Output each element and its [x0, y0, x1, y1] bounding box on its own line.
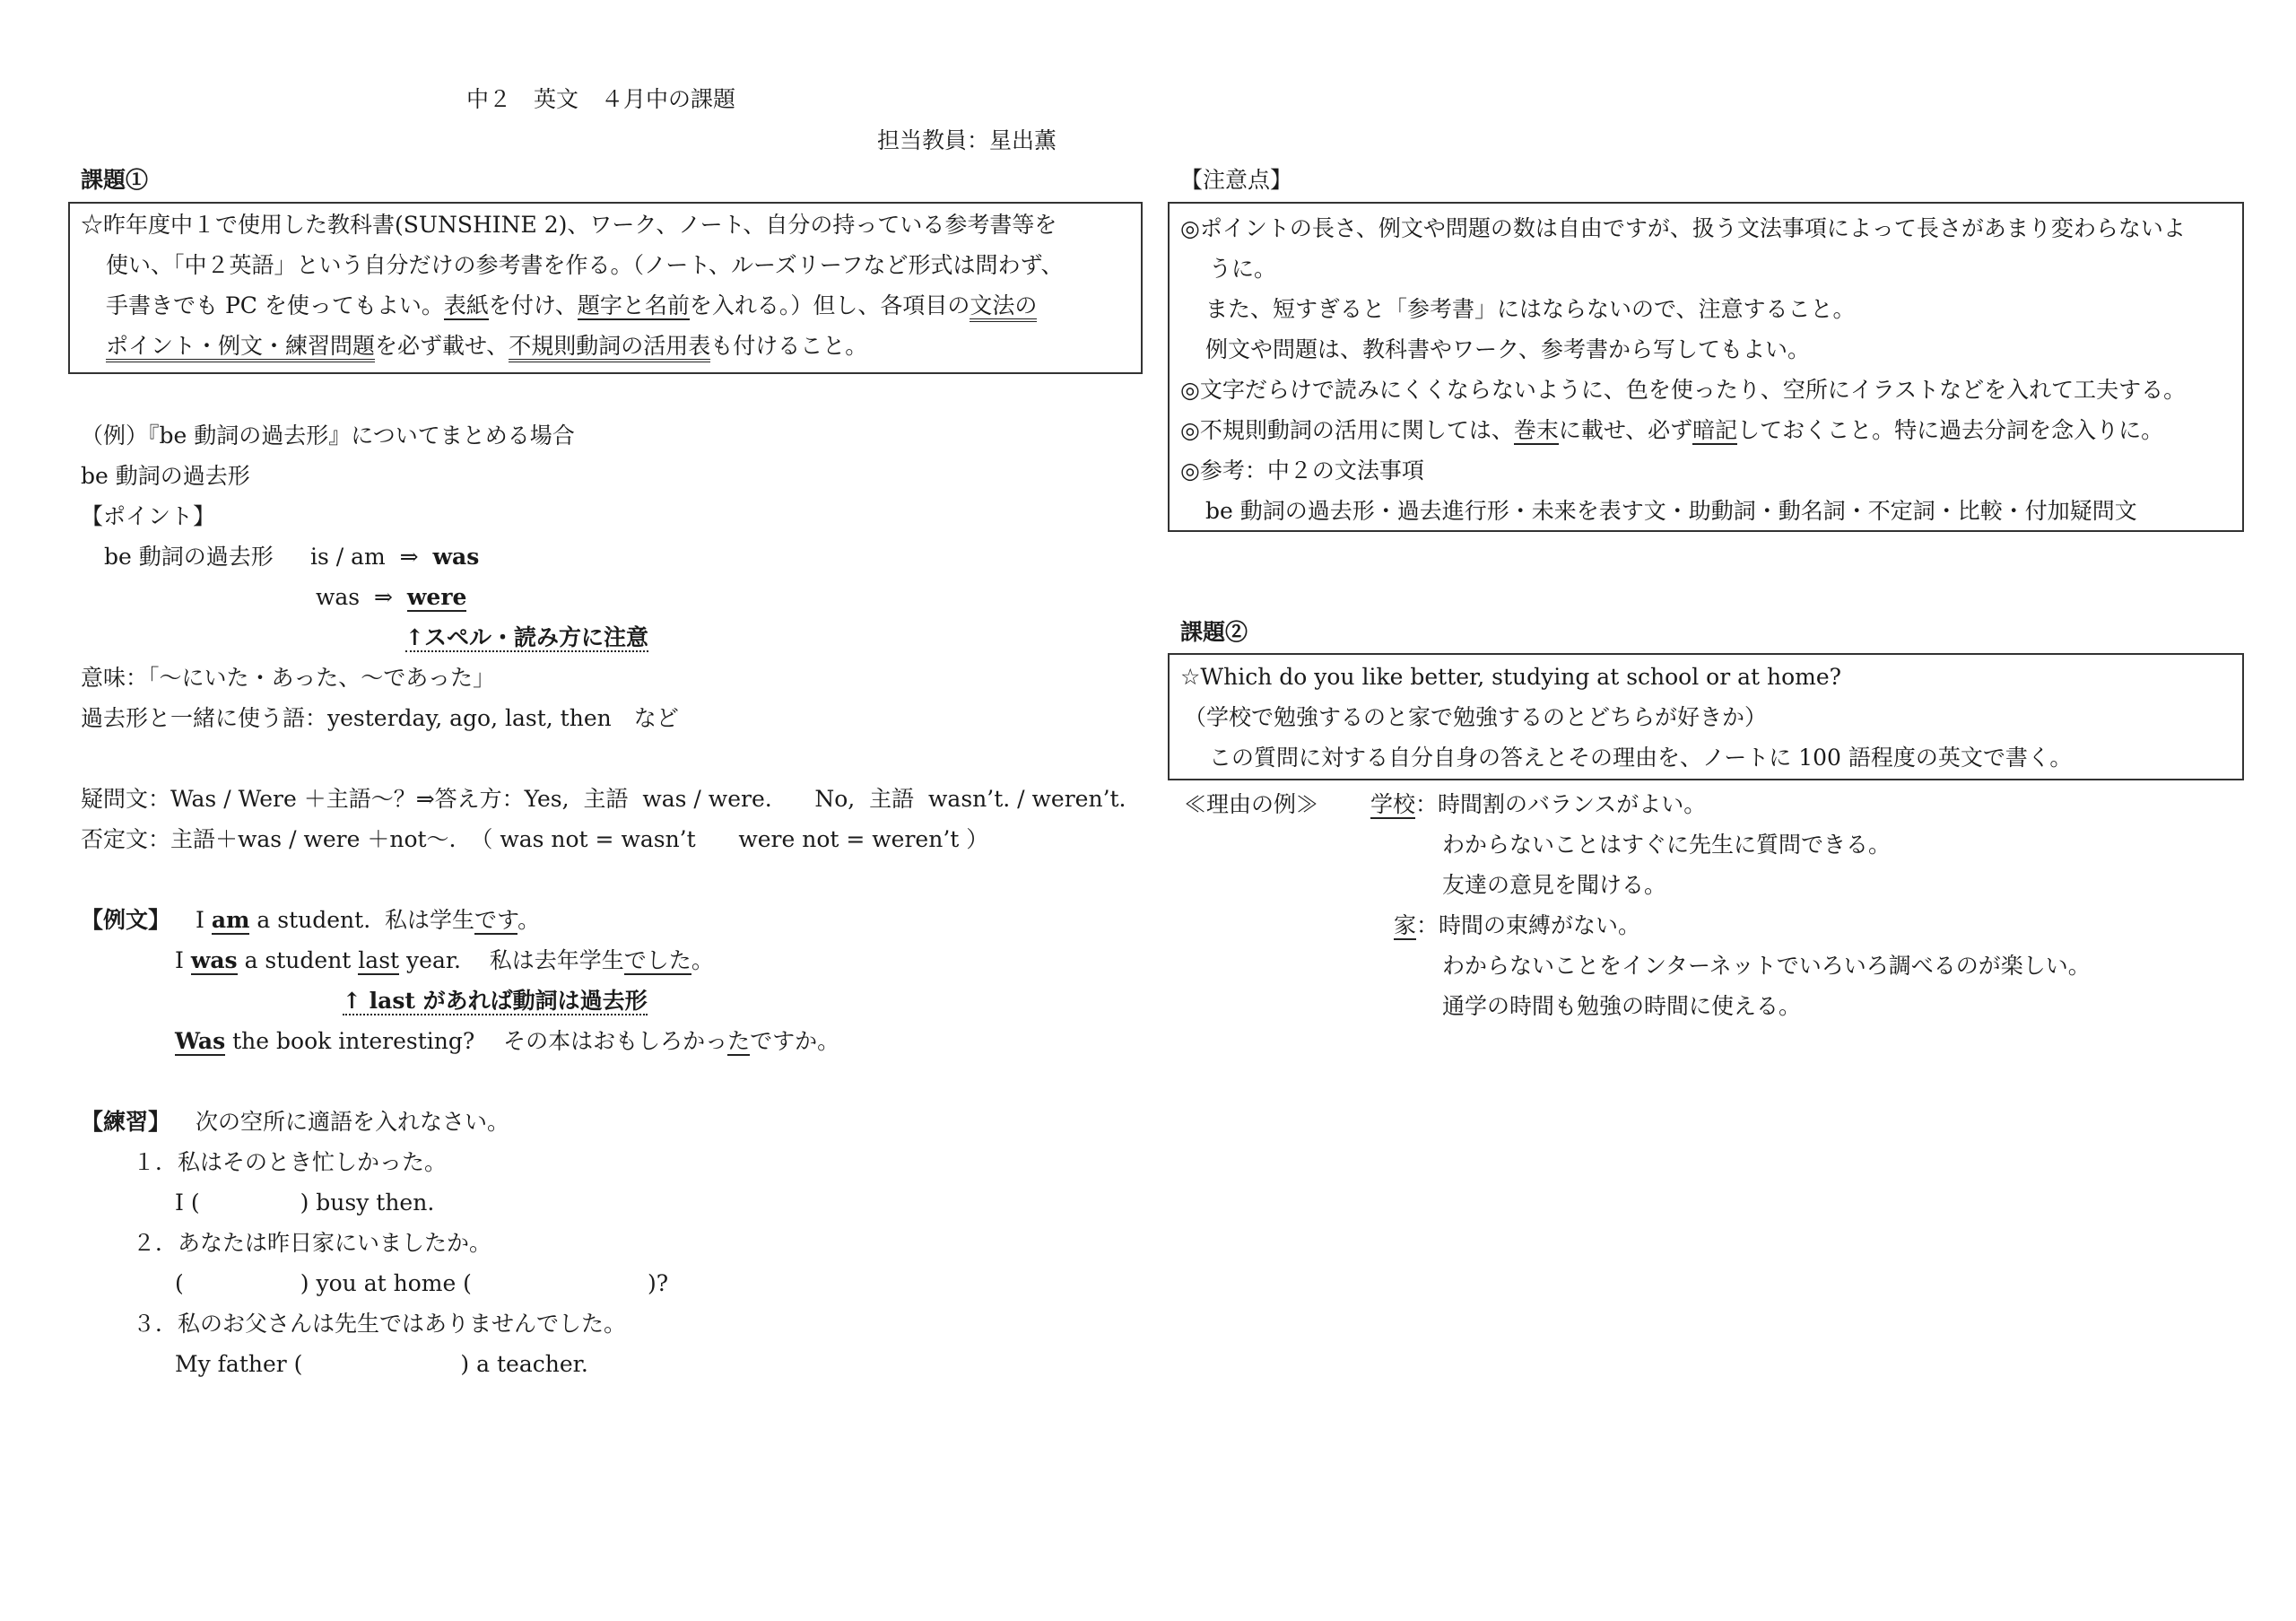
example-sentence-2: I was a student last year. 私は去年学生でした。: [175, 947, 714, 973]
negative-form: 否定文：主語＋was / were ＋not～. （ was not = wasn’t were not = weren’t ）: [81, 826, 989, 852]
practice-q3-answer: My father ( ) a teacher.: [175, 1351, 588, 1377]
reason-home-3: 通学の時間も勉強の時間に使える。: [1442, 993, 1802, 1019]
meaning: 意味：「～にいた・あった、～であった」: [81, 665, 496, 691]
task1-line-3: 手書きでも PC を使ってもよい。表紙を付け、題字と名前を入れる。）但し、各項目の文法の: [106, 292, 1037, 319]
reason-home-2: わからないことをインターネットでいろいろ調べるのが楽しい。: [1442, 953, 2091, 979]
last-note: ↑ last があれば動詞は過去形: [343, 988, 648, 1014]
practice-q3: ３．私のお父さんは先生ではありませんでした。: [133, 1311, 627, 1337]
point-row-1: is / am ⇒ was: [310, 544, 480, 570]
practice-heading: 【練習】: [81, 1109, 171, 1135]
notes-line-6: ◎不規則動詞の活用に関しては、巻末に載せ、必ず暗記しておくこと。特に過去分詞を念入りに。: [1180, 417, 2164, 443]
example-topic: be 動詞の過去形: [81, 463, 250, 489]
reason-school-2: わからないことはすぐに先生に質問できる。: [1442, 832, 1892, 858]
reasons-label: ≪理由の例≫: [1184, 791, 1319, 817]
notes-line-1: ◎ポイントの長さ、例文や問題の数は自由ですが、扱う文法事項によって長さがあまり変わらないよ: [1180, 215, 2186, 241]
task2-line-3: この質問に対する自分自身の答えとその理由を、ノートに 100 語程度の英文で書く。: [1209, 745, 2073, 771]
task2-heading: 課題②: [1180, 619, 1248, 645]
task1-line-4: ポイント・例文・練習問題を必ず載せ、不規則動詞の活用表も付けること。: [106, 333, 867, 360]
notes-line-3: また、短すぎると「参考書」にはならないので、注意すること。: [1205, 296, 1856, 322]
point-label: be 動詞の過去形: [104, 544, 274, 570]
notes-line-7: ◎参考：中２の文法事項: [1180, 458, 1424, 484]
practice-instruction: 次の空所に適語を入れなさい。: [196, 1109, 510, 1135]
notes-line-4: 例文や問題は、教科書やワーク、参考書から写してもよい。: [1205, 336, 1811, 362]
practice-q1: １．私はそのとき忙しかった。: [133, 1149, 448, 1175]
task1-line-1: ☆昨年度中１で使用した教科書(SUNSHINE 2)、ワーク、ノート、自分の持っている参考書等を: [81, 212, 1057, 238]
notes-heading: 【注意点】: [1180, 167, 1293, 193]
page-title: 中２ 英文 ４月中の課題: [466, 86, 736, 112]
task1-line-2: 使い、「中２英語」という自分だけの参考書を作る。（ノート、ルーズリーフなど形式は問わず、: [106, 252, 1064, 278]
task1-heading: 課題①: [81, 167, 149, 193]
example-intro: （例）『be 動詞の過去形』についてまとめる場合: [81, 423, 575, 449]
example-sentence-3: Was the book interesting? その本はおもしろかったですか。: [175, 1028, 840, 1054]
practice-q2: ２．あなたは昨日家にいましたか。: [133, 1230, 492, 1256]
notes-line-8: be 動詞の過去形・過去進行形・未来を表す文・助動詞・動名詞・不定詞・比較・付加疑問文: [1205, 498, 2137, 524]
question-form: 疑問文：Was / Were ＋主語～？⇒答え方：Yes, 主語 was / were. No, 主語 wasn’t. / weren’t.: [81, 786, 1126, 812]
point-heading: 【ポイント】: [81, 503, 216, 529]
example-sentence-1: I am a student. 私は学生です。: [196, 907, 541, 933]
sentences-heading: 【例文】: [81, 907, 171, 933]
reason-home: 家：時間の束縛がない。: [1394, 912, 1641, 938]
task2-line-1: ☆Which do you like better, studying at school or at home?: [1180, 664, 1842, 690]
practice-q1-answer: I ( ) busy then.: [175, 1190, 435, 1216]
practice-q2-answer: ( ) you at home ( )?: [175, 1270, 669, 1296]
spell-note: ↑スペル・読み方に注意: [405, 624, 648, 650]
reason-school-3: 友達の意見を聞ける。: [1442, 872, 1667, 898]
point-row-2: was ⇒ were: [316, 584, 467, 610]
time-words: 過去形と一緒に使う語：yesterday, ago, last, then など: [81, 705, 679, 731]
task2-line-2: （学校で勉強するのと家で勉強するのとどちらが好きか）: [1184, 704, 1768, 730]
notes-line-5: ◎文字だらけで読みにくくならないように、色を使ったり、空所にイラストなどを入れて工夫する。: [1180, 377, 2187, 403]
teacher-name: 担当教員：星出薫: [877, 127, 1057, 153]
reason-school: 学校：時間割のバランスがよい。: [1370, 791, 1707, 817]
notes-line-2: うに。: [1209, 256, 1277, 282]
